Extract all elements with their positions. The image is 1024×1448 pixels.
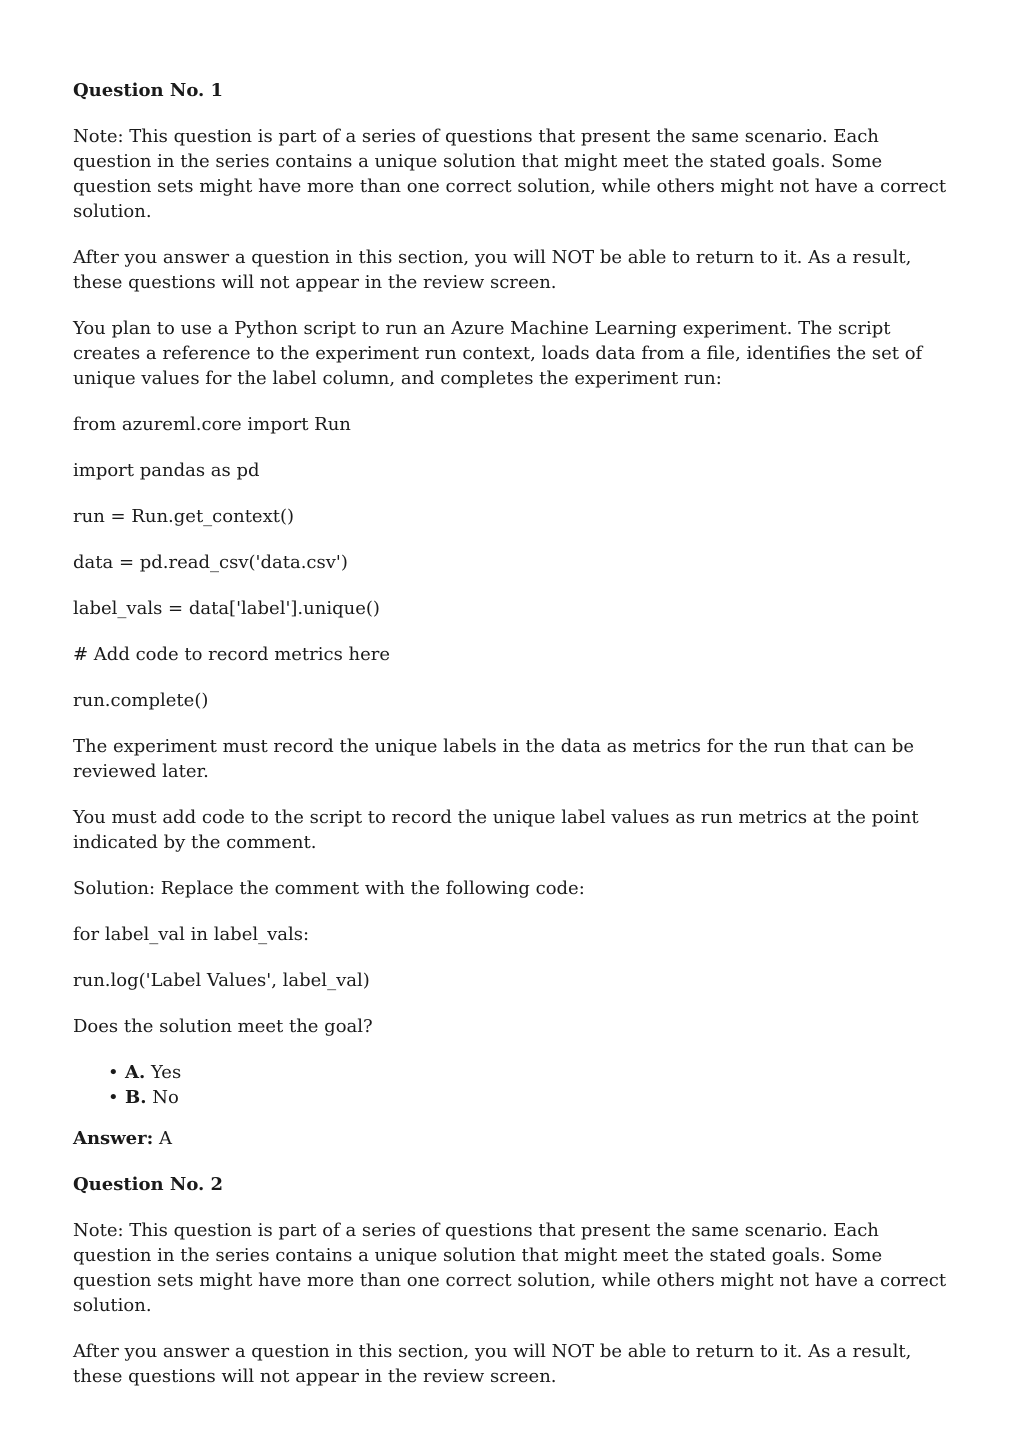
question-2 [73, 1172, 953, 1389]
note-paragraph: Note: This question is part of a series of questions that present the same scenario. Each question in the series contains a unique solution that might meet the stated goals. Some question sets might have more than one correct solution, while others might not have a correct solution. [73, 126, 947, 222]
note-paragraph: Note: This question is part of a series of questions that present the same scenario. Each question in the series contains a unique solution that might meet the stated goals. Some question sets might have more than one correct solution, while others might not have a correct solution. [73, 1220, 947, 1316]
code-line: run = Run.get_context() [73, 506, 295, 527]
option-text: No [152, 1087, 179, 1108]
answer-options [73, 1060, 953, 1110]
warning-paragraph: After you answer a question in this section, you will NOT be able to return to it. As a result, these questions will not appear in the review screen. [73, 247, 912, 293]
answer-value: A [159, 1128, 172, 1149]
question-prompt: Does the solution meet the goal? [73, 1016, 373, 1037]
option-text: Yes [150, 1062, 182, 1083]
code-line: label_vals = data['label'].unique() [73, 598, 380, 619]
requirement-paragraph: The experiment must record the unique labels in the data as metrics for the run that can be reviewed later. [73, 736, 915, 782]
answer-label: Answer: [73, 1128, 154, 1149]
requirement-paragraph: You must add code to the script to record the unique label values as run metrics at the point indicated by the comment. [73, 807, 919, 853]
option-a [108, 1060, 953, 1085]
code-line: import pandas as pd [73, 460, 260, 481]
document-page [73, 78, 953, 1410]
code-line: from azureml.core import Run [73, 414, 351, 435]
code-line: for label_val in label_vals: [73, 924, 310, 945]
code-line: data = pd.read_csv('data.csv') [73, 552, 348, 573]
question-title: Question No. 1 [73, 80, 224, 101]
bullet-icon: • [108, 1062, 119, 1083]
bullet-icon: • [108, 1087, 119, 1108]
scenario-paragraph: You plan to use a Python script to run an Azure Machine Learning experiment. The script creates a reference to the experiment run context, loads data from a file, identifies the set of unique values for the label column, and completes the experiment run: [73, 318, 923, 389]
code-line: run.log('Label Values', label_val) [73, 970, 370, 991]
warning-paragraph: After you answer a question in this section, you will NOT be able to return to it. As a result, these questions will not appear in the review screen. [73, 1341, 912, 1387]
question-title: Question No. 2 [73, 1174, 224, 1195]
solution-paragraph: Solution: Replace the comment with the following code: [73, 878, 585, 899]
option-letter: A. [125, 1062, 146, 1083]
question-1 [73, 78, 953, 1151]
option-b [108, 1085, 953, 1110]
code-line: run.complete() [73, 690, 209, 711]
answer-line [73, 1126, 953, 1151]
code-line: # Add code to record metrics here [73, 644, 391, 665]
option-letter: B. [125, 1087, 147, 1108]
